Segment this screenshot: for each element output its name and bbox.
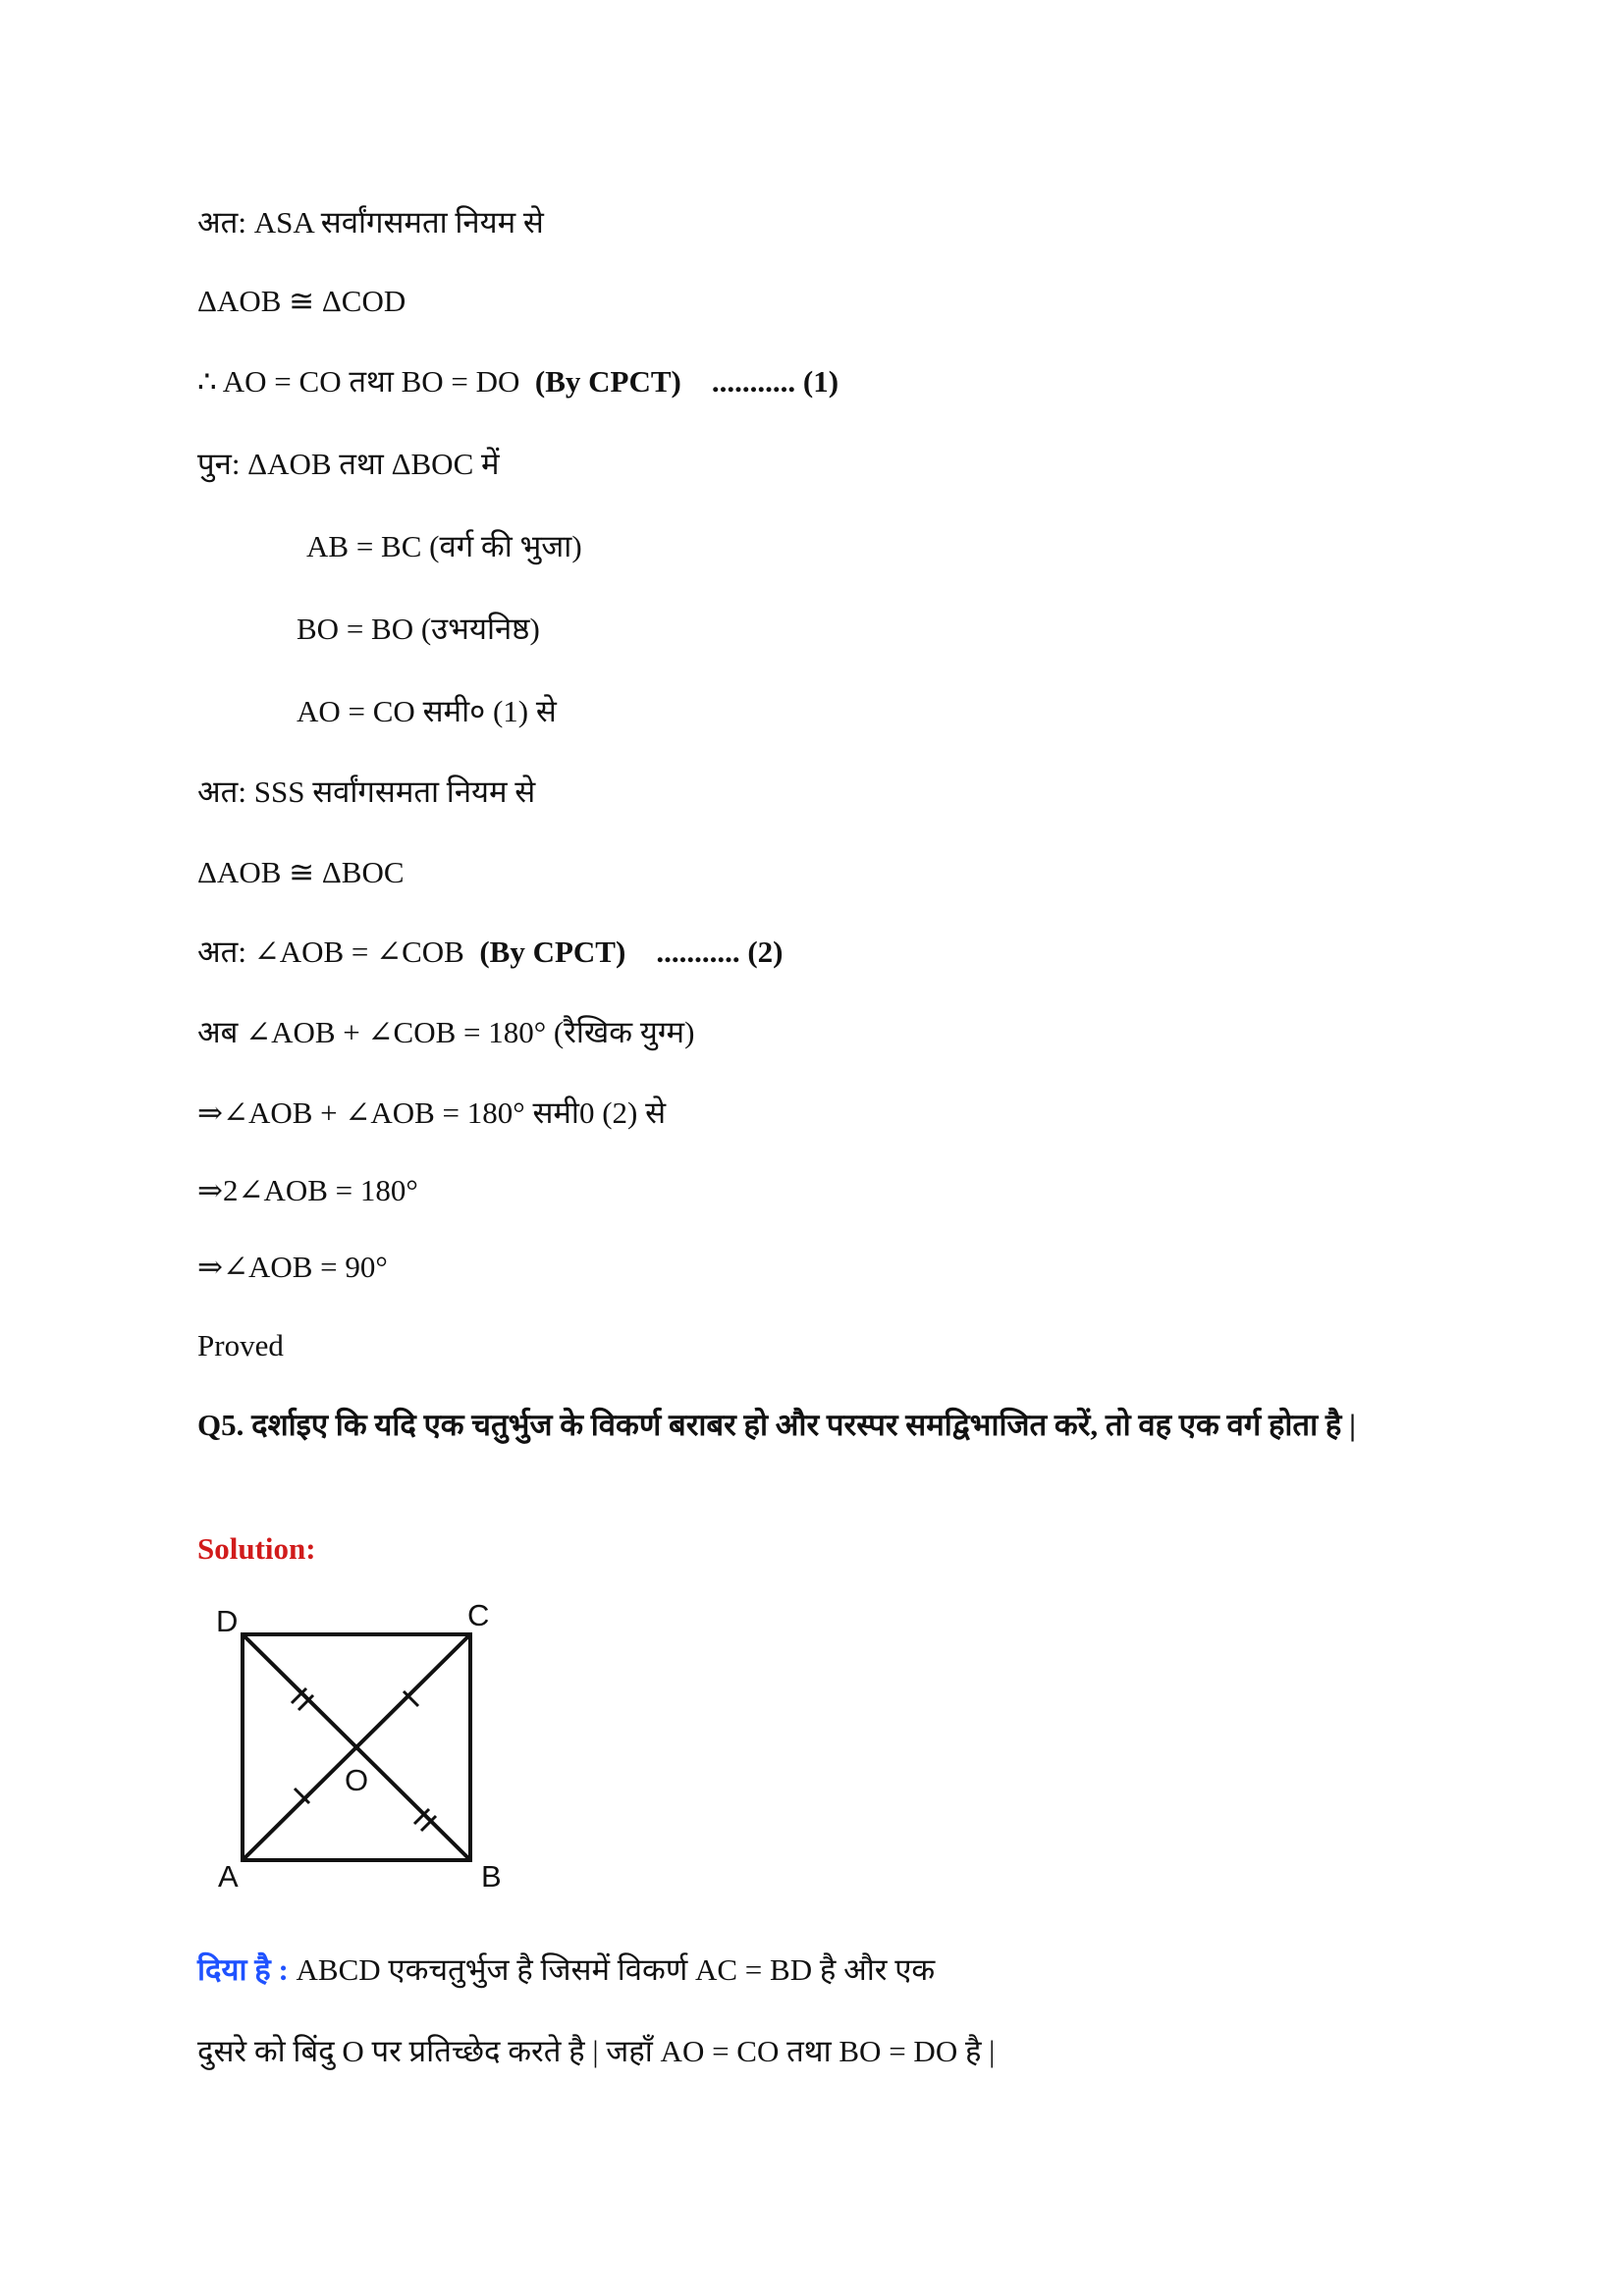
given-colon: :: [270, 1952, 289, 1987]
vertex-label-b: B: [481, 1859, 502, 1894]
given-text: ABCD एकचतुर्भुज है जिसमें विकर्ण AC = BD है और एक: [288, 1952, 936, 1987]
proof-line-2: ΔAOB ≅ ΔCOD: [197, 284, 406, 318]
center-label-o: O: [345, 1763, 369, 1797]
proof-line-4: पुन: ΔAOB तथा ΔBOC में: [197, 447, 500, 481]
proof-line-3-reason: (By CPCT): [534, 364, 681, 399]
proof-line-10-eq: ........... (2): [656, 934, 784, 969]
given-line-2: दुसरे को बिंदु O पर प्रतिच्छेद करते है | जहाँ AO = CO तथा BO = DO है |: [197, 2034, 996, 2068]
proof-conclusion: Proved: [197, 1328, 284, 1362]
given-label: दिया है: [197, 1952, 271, 1987]
question-q5: Q5. दर्शाइए कि यदि एक चतुर्भुज के विकर्ण बराबर हो और परस्पर समद्विभाजित करें, तो वह एक वर्ग होता है |: [197, 1408, 1356, 1442]
vertex-label-d: D: [216, 1604, 239, 1638]
solution-label: Solution:: [197, 1531, 316, 1566]
proof-line-10-main: अत: ∠AOB = ∠COB: [197, 934, 464, 969]
proof-line-7: AO = CO समी० (1) से: [297, 694, 557, 728]
square-diagram: [196, 1600, 530, 1904]
given-line-1: [197, 1950, 935, 1990]
vertex-label-c: C: [467, 1600, 490, 1632]
proof-line-10-reason: (By CPCT): [479, 934, 626, 969]
proof-line-5: AB = BC (वर्ग की भुजा): [306, 529, 582, 563]
proof-line-13: ⇒2∠AOB = 180°: [197, 1173, 418, 1207]
vertex-label-a: A: [218, 1859, 239, 1894]
proof-line-11: अब ∠AOB + ∠COB = 180° (रैखिक युग्म): [197, 1015, 695, 1049]
proof-line-3: [197, 362, 839, 401]
proof-line-3-eq: ........... (1): [711, 364, 839, 399]
proof-line-3-main: ∴ AO = CO तथा BO = DO: [197, 364, 520, 399]
proof-line-10: [197, 933, 783, 972]
proof-line-6: BO = BO (उभयनिष्ठ): [297, 612, 540, 646]
proof-line-14: ⇒∠AOB = 90°: [197, 1250, 388, 1284]
proof-line-12: ⇒∠AOB + ∠AOB = 180° समी0 (2) से: [197, 1095, 667, 1130]
proof-line-9: ΔAOB ≅ ΔBOC: [197, 855, 405, 889]
proof-line-1: अत: ASA सर्वांगसमता नियम से: [197, 205, 544, 240]
proof-line-8: अत: SSS सर्वांगसमता नियम से: [197, 774, 536, 809]
